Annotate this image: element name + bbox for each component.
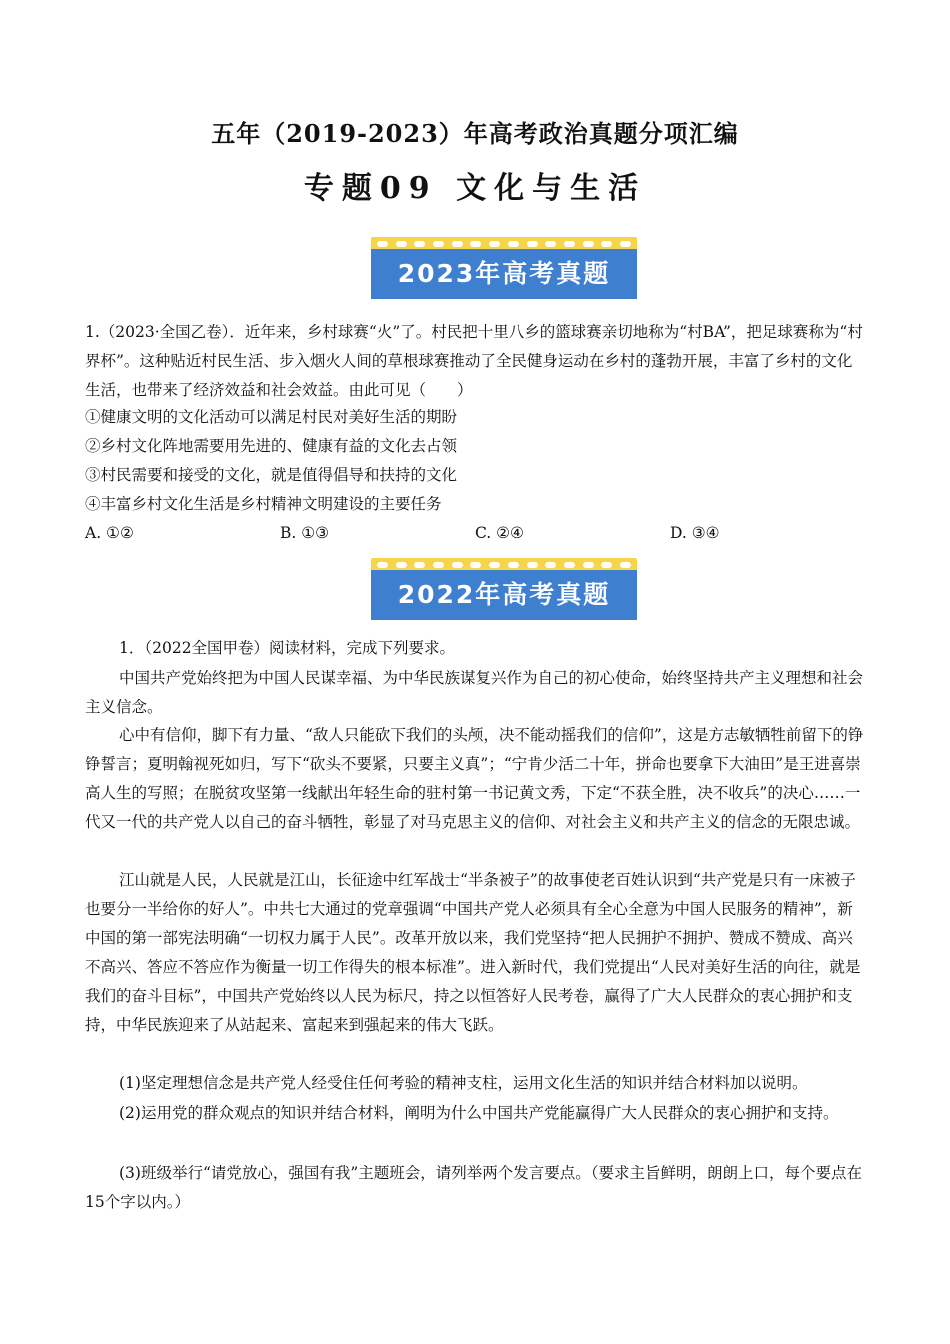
material-paragraph-1: 中国共产党始终把为中国人民谋幸福、为中华民族谋复兴作为自己的初心使命，始终坚持共产主义理想和社会主义信念。 — [85, 669, 864, 716]
option-a: A. ①② — [85, 524, 134, 542]
material-paragraph-3: 江山就是人民，人民就是江山，长征途中红军战士“半条被子”的故事使老百姓认识到“共产党是只有一床被子也要分一半给你的好人”。中共七大通过的党章强调“中国共产党人必须具有全心全意为中国人民服务的精神”，新中国的第一部宪法明确“一切权力属于人民”。改革开放以来，我们党坚持“把人民拥护不拥护、赞成不赞成、高兴不高兴、答应不答应作为衡量一切工作得失的根本标准”。进入新时代，我们党提出“人民对美好生活的向往，就是我们的奋斗目标”，中国共产党始终以人民为标尺，持之以恒答好人民考卷，赢得了广大人民群众的衷心拥护和支持，中华民族迎来了从站起来、富起来到强起来的伟大飞跃。 — [85, 871, 861, 1034]
statement-2: ②乡村文化阵地需要用先进的、健康有益的文化去占领 — [85, 437, 458, 455]
question-2023-stem: 1.（2023·全国乙卷）．近年来，乡村球赛“火”了。村民把十里八乡的篮球赛亲切地称为“村BA”，把足球赛称为“村界杯”。这种贴近村民生活、步入烟火人间的草根球赛推动了全民健身运动在乡村的蓬勃开展，丰富了乡村的文化生活，也带来了经济效益和社会效益。由此可见（ ） — [85, 323, 863, 399]
option-c: C. ②④ — [475, 524, 524, 542]
banner-dots — [377, 562, 631, 568]
statement-3: ③村民需要和接受的文化，就是值得倡导和扶持的文化 — [85, 466, 458, 484]
banner-label: 2022年高考真题 — [371, 570, 637, 620]
option-d: D. ③④ — [670, 524, 720, 542]
banner-dots — [377, 241, 631, 247]
statement-1: ①健康文明的文化活动可以满足村民对美好生活的期盼 — [85, 408, 458, 426]
sub-question-3: (3)班级举行“请党放心，强国有我”主题班会，请列举两个发言要点。（要求主旨鲜明，朗朗上口，每个要点在15个字以内。） — [85, 1164, 863, 1211]
sub-question-1: (1)坚定理想信念是共产党人经受住任何考验的精神支柱，运用文化生活的知识并结合材料加以说明。 — [119, 1074, 808, 1092]
option-b: B. ①③ — [280, 524, 330, 542]
section-banner-2023 — [371, 237, 637, 299]
banner-label: 2023年高考真题 — [371, 249, 637, 299]
main-title: 五年（2019-2023）年高考政治真题分项汇编 — [211, 119, 739, 148]
sub-question-2: (2)运用党的群众观点的知识并结合材料，阐明为什么中国共产党能赢得广大人民群众的衷心拥护和支持。 — [119, 1104, 839, 1122]
section-banner-2022 — [371, 558, 637, 620]
material-paragraph-2: 心中有信仰，脚下有力量、“敌人只能砍下我们的头颅，决不能动摇我们的信仰”，这是方志敏牺牲前留下的铮铮誓言；夏明翰视死如归，写下“砍头不要紧，只要主义真”；“宁肯少活二十年，拼命也要拿下大油田”是王进喜崇高人生的写照；在脱贫攻坚第一线献出年轻生命的驻村第一书记黄文秀，下定“不获全胜，决不收兵”的决心……一代又一代的共产党人以自己的奋斗牺牲，彰显了对马克思主义的信仰、对社会主义和共产主义的信念的无限忠诚。 — [85, 726, 864, 831]
question-2022-stem: 1．（2022全国甲卷）阅读材料，完成下列要求。 — [119, 639, 456, 657]
statement-4: ④丰富乡村文化生活是乡村精神文明建设的主要任务 — [85, 495, 442, 513]
sub-title: 专题09 文化与生活 — [303, 171, 647, 206]
